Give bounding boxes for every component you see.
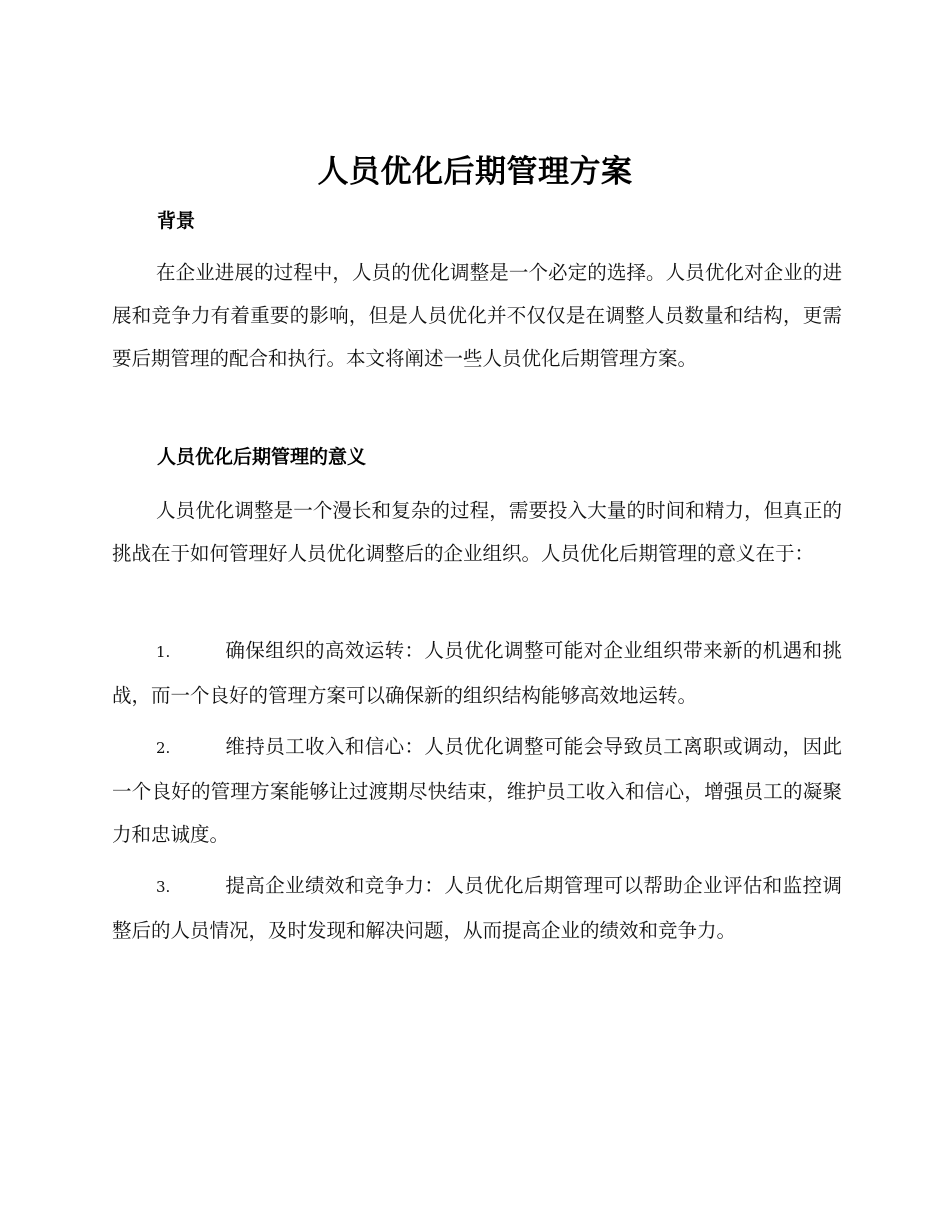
background-paragraph: 在企业进展的过程中，人员的优化调整是一个必定的选择。人员优化对企业的进展和竞争力有着重要的影响，但是人员优化并不仅仅是在调整人员数量和结构，更需要后期管理的配合和执行。本文将阐述一些人员优化后期管理方案。 [112,261,842,370]
list-item [112,725,842,856]
significance-paragraph: 人员优化调整是一个漫长和复杂的过程，需要投入大量的时间和精力，但真正的挑战在于如何管理好人员优化调整后的企业组织。人员优化后期管理的意义在于： [112,499,842,565]
list-item [112,629,842,717]
list-item-text: 确保组织的高效运转：人员优化调整可能对企业组织带来新的机遇和挑战，而一个良好的管理方案可以确保新的组织结构能够高效地运转。 [112,639,842,707]
document-title: 人员优化后期管理方案 [317,154,633,190]
list-item [112,864,842,952]
list-item-number: 1. [156,643,171,661]
list-item-number: 2. [156,739,171,757]
section-heading-significance: 人员优化后期管理的意义 [157,446,367,468]
list-item-text: 维持员工收入和信心：人员优化调整可能会导致员工离职或调动，因此一个良好的管理方案能够让过渡期尽快结束，维护员工收入和信心，增强员工的凝聚力和忠诚度。 [112,735,842,846]
list-item-number: 3. [156,878,171,896]
list-item-text: 提高企业绩效和竞争力：人员优化后期管理可以帮助企业评估和监控调整后的人员情况，及时发现和解决问题，从而提高企业的绩效和竞争力。 [112,874,842,942]
section-heading-background: 背景 [157,210,196,232]
